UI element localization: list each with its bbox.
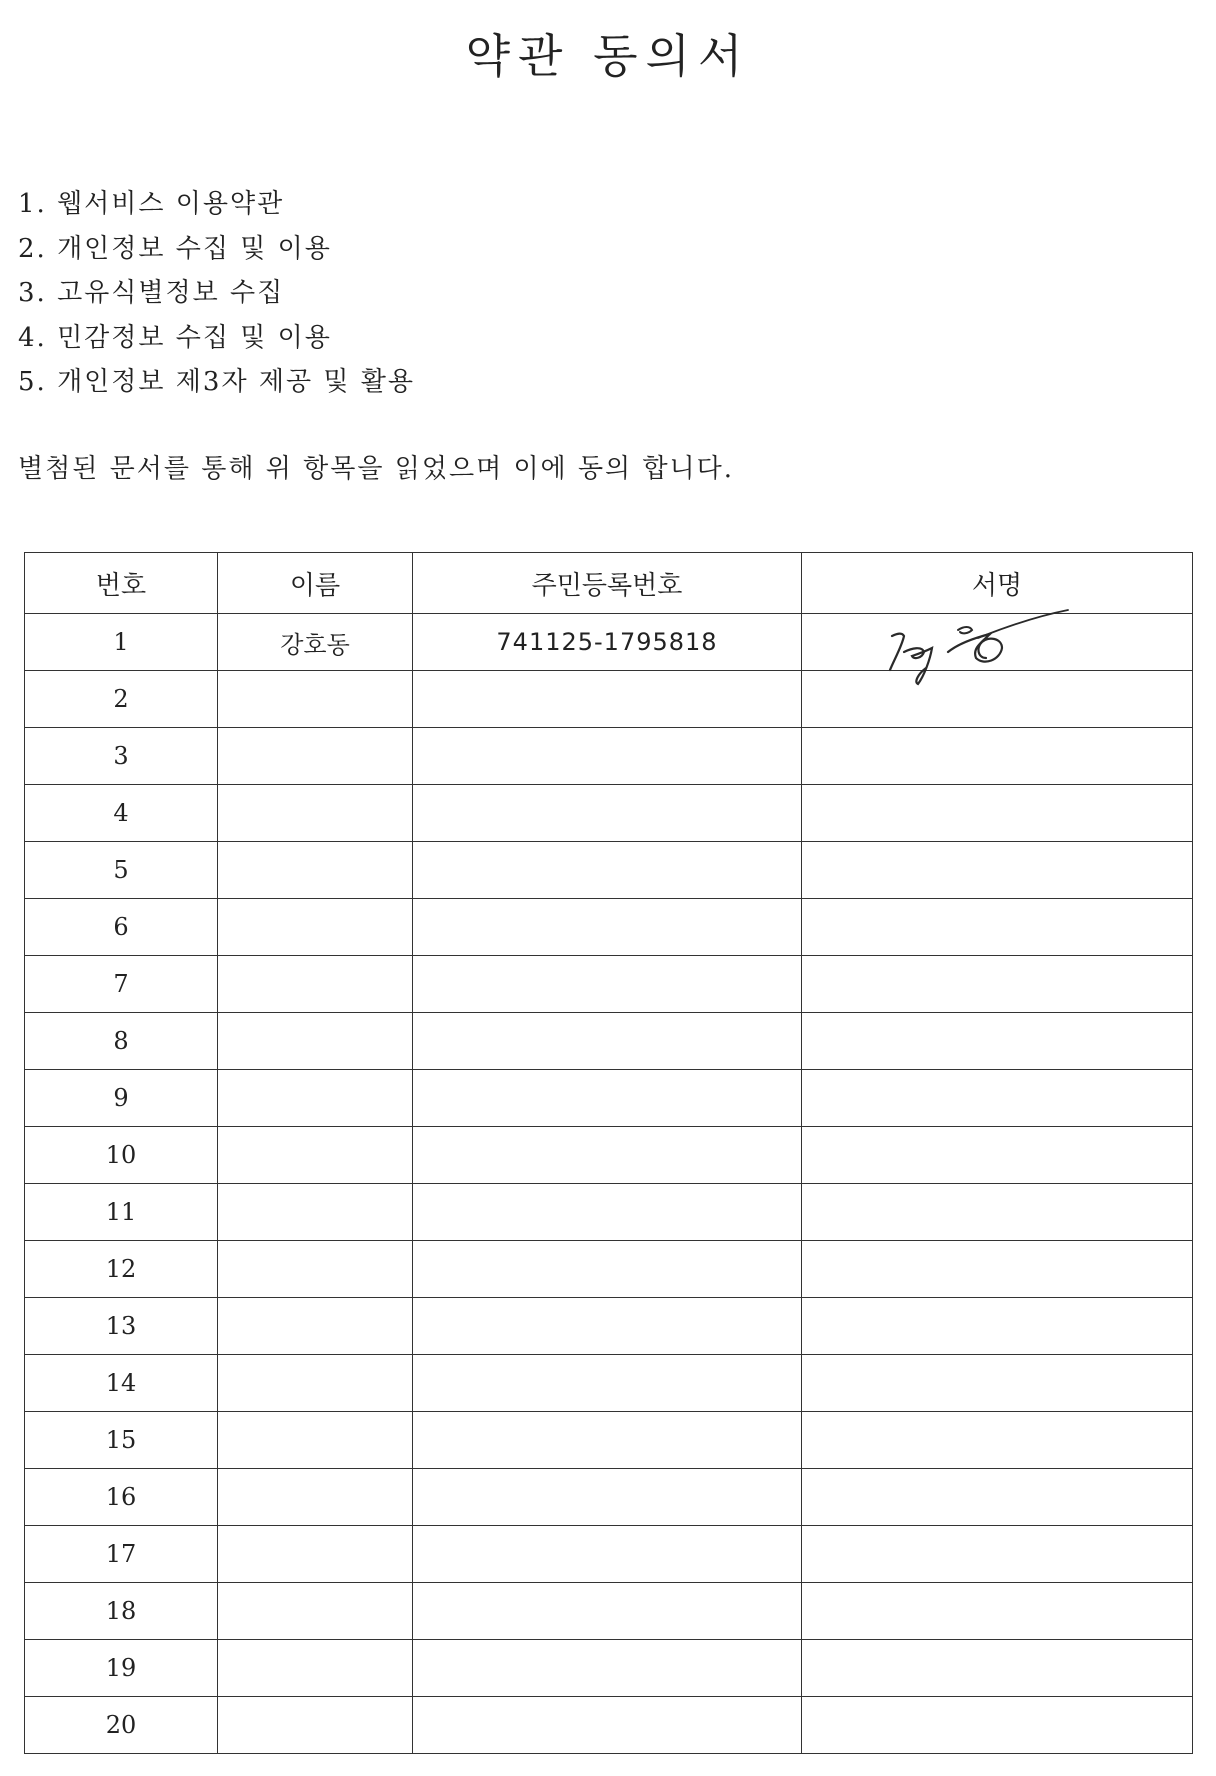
row-name-cell	[218, 1355, 413, 1412]
row-number: 1	[25, 614, 218, 671]
row-number: 14	[25, 1355, 218, 1412]
row-number: 20	[25, 1697, 218, 1754]
row-name-cell	[218, 785, 413, 842]
table-row	[25, 1469, 1193, 1526]
row-number: 6	[25, 899, 218, 956]
row-signature-cell	[802, 1583, 1193, 1640]
row-signature-cell	[802, 1184, 1193, 1241]
row-resident-number-cell	[413, 899, 802, 956]
table-header-row	[25, 553, 1193, 614]
row-number: 4	[25, 785, 218, 842]
signature-table	[24, 552, 1193, 1754]
table-row	[25, 1070, 1193, 1127]
table-row	[25, 956, 1193, 1013]
row-number: 15	[25, 1412, 218, 1469]
row-number: 11	[25, 1184, 218, 1241]
row-number: 8	[25, 1013, 218, 1070]
header-signature: 서명	[802, 553, 1193, 614]
row-resident-number-cell	[413, 728, 802, 785]
row-name-cell	[218, 842, 413, 899]
row-name-cell	[218, 956, 413, 1013]
row-number: 17	[25, 1526, 218, 1583]
row-name-cell	[218, 1469, 413, 1526]
row-name-cell	[218, 1070, 413, 1127]
row-number: 16	[25, 1469, 218, 1526]
table-row	[25, 1184, 1193, 1241]
table-row	[25, 1583, 1193, 1640]
row-name-cell	[218, 671, 413, 728]
consent-item: 2. 개인정보 수집 및 이용	[18, 233, 332, 264]
table-row	[25, 842, 1193, 899]
row-signature-cell	[802, 614, 1193, 671]
row-number: 7	[25, 956, 218, 1013]
row-resident-number-cell	[413, 1184, 802, 1241]
row-number: 13	[25, 1298, 218, 1355]
table-row	[25, 1640, 1193, 1697]
row-number: 9	[25, 1070, 218, 1127]
consent-item: 5. 개인정보 제3자 제공 및 활용	[18, 367, 415, 397]
row-number: 2	[25, 671, 218, 728]
consent-item: 4. 민감정보 수집 및 이용	[18, 322, 332, 353]
table-row	[25, 1127, 1193, 1184]
table-row	[25, 1412, 1193, 1469]
row-name-cell	[218, 1013, 413, 1070]
row-signature-cell	[802, 956, 1193, 1013]
table-row	[25, 728, 1193, 785]
row-resident-number-cell	[413, 956, 802, 1013]
row-resident-number-cell: 741125-1795818	[413, 614, 802, 671]
row-name-cell	[218, 1583, 413, 1640]
row-name-cell	[218, 1184, 413, 1241]
row-signature-cell	[802, 728, 1193, 785]
row-signature-cell	[802, 1697, 1193, 1754]
consent-item: 3. 고유식별정보 수집	[18, 278, 285, 308]
row-signature-cell	[802, 1013, 1193, 1070]
row-signature-cell	[802, 785, 1193, 842]
header-name: 이름	[218, 553, 413, 614]
row-resident-number-cell	[413, 1298, 802, 1355]
row-name-cell	[218, 1298, 413, 1355]
header-number: 번호	[25, 553, 218, 614]
row-resident-number-cell	[413, 1412, 802, 1469]
row-signature-cell	[802, 1412, 1193, 1469]
row-resident-number-cell	[413, 1526, 802, 1583]
table-row	[25, 1697, 1193, 1754]
row-resident-number-cell	[413, 1469, 802, 1526]
row-number: 3	[25, 728, 218, 785]
row-signature-cell	[802, 1469, 1193, 1526]
row-signature-cell	[802, 1298, 1193, 1355]
row-signature-cell	[802, 1241, 1193, 1298]
row-resident-number-cell	[413, 671, 802, 728]
row-resident-number-cell	[413, 1070, 802, 1127]
row-resident-number-cell	[413, 842, 802, 899]
row-signature-cell	[802, 842, 1193, 899]
row-signature-cell	[802, 1355, 1193, 1412]
row-name-cell	[218, 1697, 413, 1754]
consent-statement: 별첨된 문서를 통해 위 항목을 읽었으며 이에 동의 합니다.	[18, 454, 735, 484]
row-signature-cell	[802, 899, 1193, 956]
row-name-cell	[218, 1412, 413, 1469]
table-row	[25, 671, 1193, 728]
row-signature-cell	[802, 1526, 1193, 1583]
row-number: 19	[25, 1640, 218, 1697]
row-resident-number-cell	[413, 1013, 802, 1070]
row-signature-cell	[802, 1070, 1193, 1127]
table-row	[25, 899, 1193, 956]
table-row	[25, 1526, 1193, 1583]
row-number: 12	[25, 1241, 218, 1298]
row-number: 18	[25, 1583, 218, 1640]
row-resident-number-cell	[413, 1241, 802, 1298]
table-row	[25, 1013, 1193, 1070]
row-resident-number-cell	[413, 1697, 802, 1754]
row-name-cell	[218, 1640, 413, 1697]
table-row	[25, 1298, 1193, 1355]
consent-item: 1. 웹서비스 이용약관	[18, 189, 285, 219]
table-row	[25, 1241, 1193, 1298]
row-name-cell: 강호동	[218, 614, 413, 671]
row-signature-cell	[802, 671, 1193, 728]
row-number: 5	[25, 842, 218, 899]
consent-items-list	[18, 182, 415, 405]
row-name-cell	[218, 1127, 413, 1184]
row-name-cell	[218, 1241, 413, 1298]
row-signature-cell	[802, 1127, 1193, 1184]
table-row	[25, 614, 1193, 671]
row-signature-cell	[802, 1640, 1193, 1697]
header-resident-number: 주민등록번호	[413, 553, 802, 614]
row-resident-number-cell	[413, 1640, 802, 1697]
table-row	[25, 785, 1193, 842]
row-resident-number-cell	[413, 1355, 802, 1412]
row-resident-number-cell	[413, 1127, 802, 1184]
document-title: 약관 동의서	[465, 29, 751, 83]
row-name-cell	[218, 899, 413, 956]
row-name-cell	[218, 728, 413, 785]
row-resident-number-cell	[413, 1583, 802, 1640]
row-number: 10	[25, 1127, 218, 1184]
table-body	[25, 614, 1193, 1754]
table-row	[25, 1355, 1193, 1412]
row-resident-number-cell	[413, 785, 802, 842]
row-name-cell	[218, 1526, 413, 1583]
